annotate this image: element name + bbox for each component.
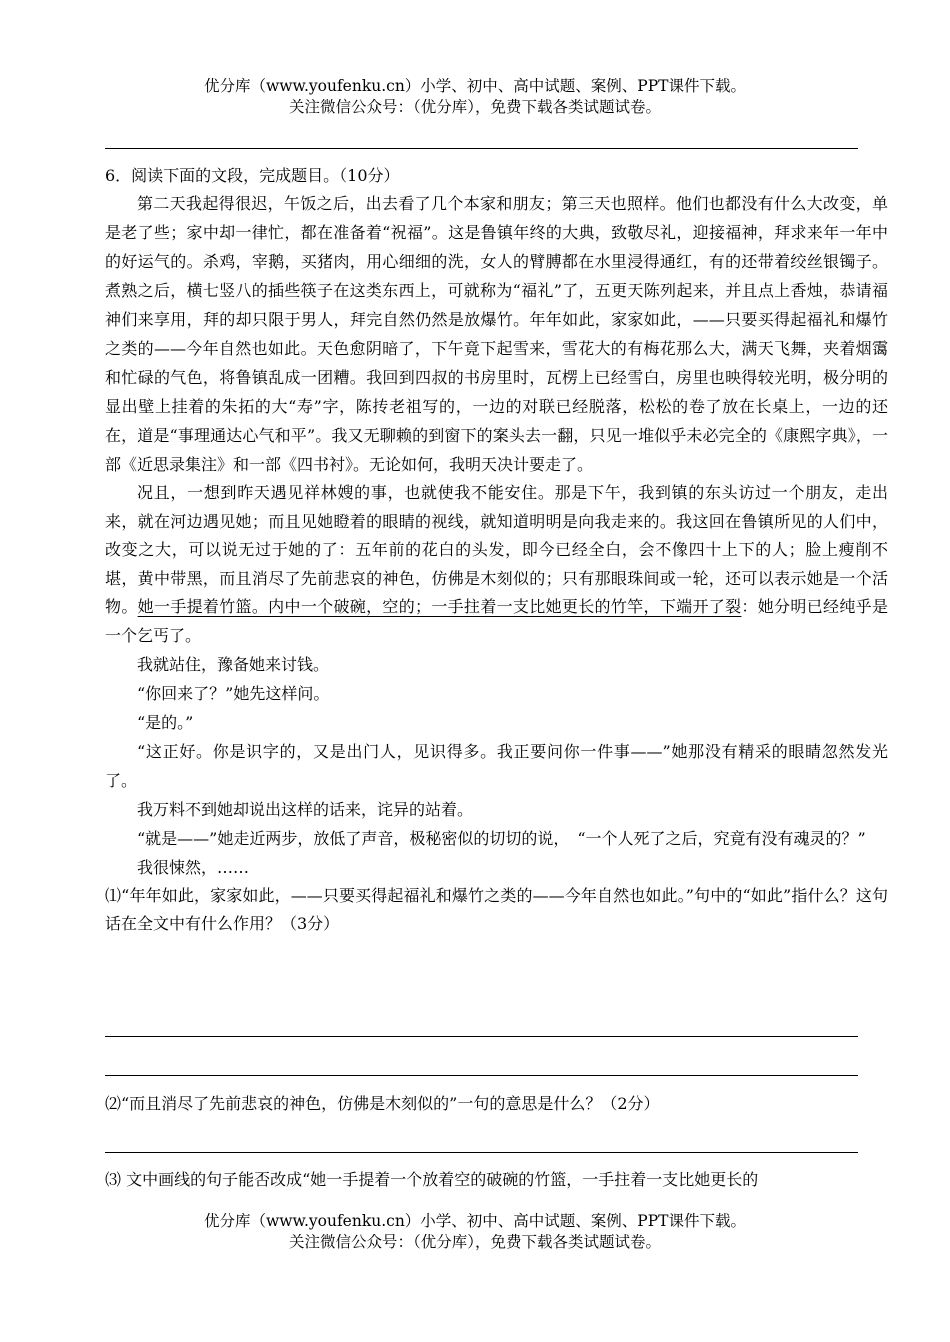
sub-question-1: ⑴“年年如此，家家如此，——只要买得起福礼和爆竹之类的——今年自然也如此。”句中的“如此”指什么？这句话在全文中有什么作用？（3分） [105,886,888,933]
footer-line-1: 优分库（www.youfenku.cn）小学、初中、高中试题、案例、PPT课件下载。 [203,1212,747,1230]
passage-paragraph-2 [105,479,888,650]
paragraph-2-tail: ：她分明已经纯乎是一个乞丐了。 [105,597,888,645]
passage-paragraph-1: 第二天我起得很迟，午饭之后，出去看了几个本家和朋友；第三天也照样。他们也都没有什么大改变，单是老了些；家中却一律忙，都在准备着“祝福”。这是鲁镇年终的大典，致敬尽礼，迎接福神，拜求来年一年中的好运气的。杀鸡，宰鹅，买猪肉，用心细细的洗，女人的臂膊都在水里浸得通红，有的还带着绞丝银镯子。煮熟之后，横七竖八的插些筷子在这类东西上，可就称为“福礼”了，五更天陈列起来，并且点上香烛，恭请福神们来享用，拜的却只限于男人，拜完自然仍然是放爆竹。年年如此，家家如此，——只要买得起福礼和爆竹之类的——今年自然也如此。天色愈阴暗了，下午竟下起雪来，雪花大的有梅花那么大，满天飞舞，夹着烟霭和忙碌的气色，将鲁镇乱成一团糟。我回到四叔的书房里时，瓦楞上已经雪白，房里也映得较光明，极分明的显出壁上挂着的朱拓的大“寿”字，陈抟老祖写的，一边的对联已经脱落，松松的卷了放在长桌上，一边的还在，道是“事理通达心气和平”。我又无聊赖的到窗下的案头去一翻，只见一堆似乎未必完全的《康熙字典》，一部《近思录集注》和一部《四书衬》。无论如何，我明天决计要走了。 [105,194,888,474]
dialogue-line-1: 我就站住，豫备她来讨钱。 [137,655,330,674]
dialogue-line-3: “是的。” [137,713,194,732]
dialogue-line-4: “这正好。你是识字的，又是出门人，见识得多。我正要问你一件事——”她那没有精采的眼睛忽然发光了。 [105,742,888,790]
answer-line-1[interactable] [105,1036,858,1037]
paragraph-2-text: 况且，一想到昨天遇见祥林嫂的事，也就使我不能安住。那是下午，我到镇的东头访过一个朋友，走出来，就在河边遇见她；而且见她瞪着的眼睛的视线，就知道明明是向我走来的。我这回在鲁镇所见的人们中，改变之大，可以说无过于她的了：五年前的花白的头发，即今已经全白，会不像四十上下的人；脸上瘦削不堪，黄中带黑，而且消尽了先前悲哀的神色，仿佛是木刻似的；只有那眼珠间或一轮，还可以表示她是一个活物。 [105,483,888,616]
dialogue-line-6: “就是——”她走近两步，放低了声音，极秘密似的切切的说， “一个人死了之后，究竟有没有魂灵的？” [137,829,866,848]
dialogue-line-5: 我万料不到她却说出这样的话来，诧异的站着。 [137,800,474,819]
footer-line-2: 关注微信公众号：（优分库），免费下载各类试题试卷。 [288,1233,661,1251]
header-line-2: 关注微信公众号：（优分库），免费下载各类试题试卷。 [288,98,661,116]
dialogue-line-7: 我很悚然，…… [137,858,250,877]
underlined-sentence: 她一手提着竹篮。内中一个破碗，空的；一手拄着一支比她更长的竹竿，下端开了裂 [137,597,742,616]
question-title: 6．阅读下面的文段，完成题目。（10分） [105,166,400,185]
dialogue-line-2: “你回来了？”她先这样问。 [137,684,330,703]
sub-question-3: ⑶ 文中画线的句子能否改成“她一手提着一个放着空的破碗的竹篮，一手拄着一支比她更长的 [105,1170,759,1189]
answer-line-2[interactable] [105,1075,858,1076]
sub-question-2: ⑵“而且消尽了先前悲哀的神色，仿佛是木刻似的”一句的意思是什么？（2分） [105,1094,660,1113]
answer-line-3[interactable] [105,1152,858,1153]
header-line-1: 优分库（www.youfenku.cn）小学、初中、高中试题、案例、PPT课件下载。 [203,77,747,95]
page-footer [0,1211,950,1253]
header-divider [105,148,858,149]
page-header [0,76,950,118]
question-6 [105,163,888,938]
